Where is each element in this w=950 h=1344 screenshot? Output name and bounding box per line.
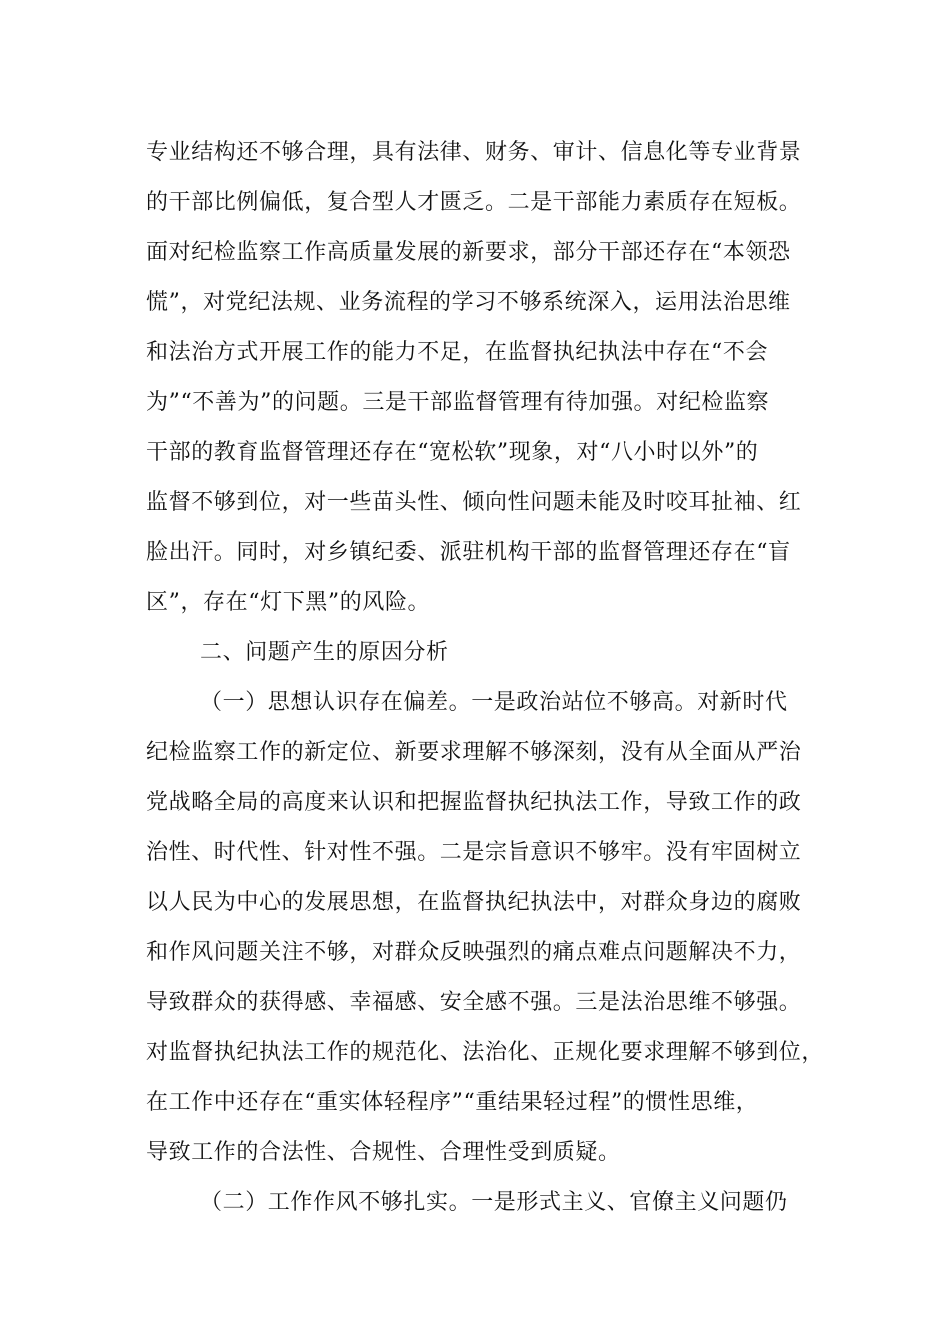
body-text-line: 在工作中还存在“重实体轻程序”“重结果轻过程”的惯性思维， (146, 1090, 759, 1115)
subsection-first-line: （一）思想认识存在偏差。一是政治站位不够高。对新时代 (200, 690, 788, 715)
body-text-line: 和法治方式开展工作的能力不足，在监督执纪执法中存在“不会 (146, 340, 769, 365)
body-text-line: 党战略全局的高度来认识和把握监督执纪执法工作，导致工作的政 (146, 790, 802, 815)
body-text-line: 为”“不善为”的问题。三是干部监督管理有待加强。对纪检监察 (146, 390, 770, 415)
body-text-line: 纪检监察工作的新定位、新要求理解不够深刻，没有从全面从严治 (146, 740, 802, 765)
body-text-line: 专业结构还不够合理，具有法律、财务、审计、信息化等专业背景 (146, 140, 802, 165)
body-text-line: 监督不够到位，对一些苗头性、倾向性问题未能及时咬耳扯袖、红 (146, 490, 802, 515)
body-text-line: 的干部比例偏低，复合型人才匮乏。二是干部能力素质存在短板。 (146, 190, 802, 215)
body-text-line: 脸出汗。同时，对乡镇纪委、派驻机构干部的监督管理还存在“盲 (146, 540, 791, 565)
body-text-line: 干部的教育监督管理还存在“宽松软”现象，对“八小时以外”的 (146, 440, 759, 465)
body-text-line: 区”，存在“灯下黑”的风险。 (146, 590, 431, 615)
body-text-line: 慌”，对党纪法规、业务流程的学习不够系统深入，运用法治思维 (146, 290, 791, 315)
body-text-line: 治性、时代性、针对性不强。二是宗旨意识不够牢。没有牢固树立 (146, 840, 802, 865)
subsection-first-line: （二）工作作风不够扎实。一是形式主义、官僚主义问题仍 (200, 1190, 788, 1215)
section-heading: 二、问题产生的原因分析 (200, 640, 449, 665)
body-text-line: 面对纪检监察工作高质量发展的新要求，部分干部还存在“本领恐 (146, 240, 791, 265)
body-text-line: 对监督执纪执法工作的规范化、法治化、正规化要求理解不够到位， (146, 1040, 825, 1065)
body-text-line: 以人民为中心的发展思想，在监督执纪执法中，对群众身边的腐败 (146, 890, 802, 915)
body-text-line: 导致工作的合法性、合规性、合理性受到质疑。 (146, 1140, 621, 1165)
body-text-line: 导致群众的获得感、幸福感、安全感不强。三是法治思维不够强。 (146, 990, 802, 1015)
body-text-line: 和作风问题关注不够，对群众反映强烈的痛点难点问题解决不力， (146, 940, 802, 965)
